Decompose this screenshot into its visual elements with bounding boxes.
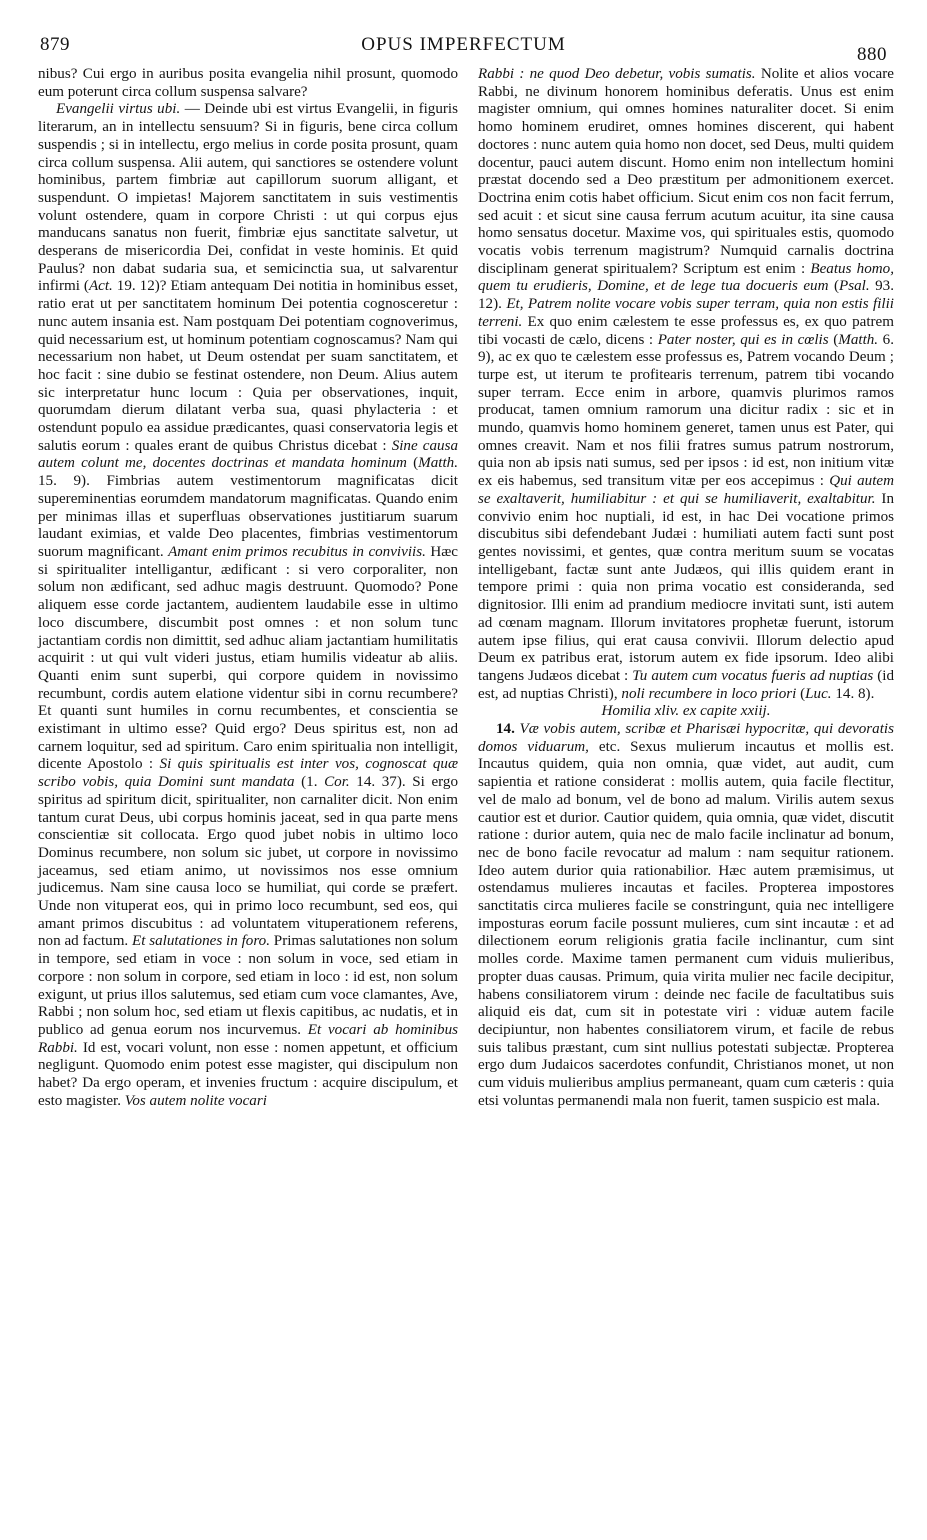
- right-page-number: 880: [857, 44, 887, 65]
- paragraph: 14. Væ vobis autem, scribæ et Pharisæi hypocritæ, qui devoratis domos viduarum, etc. Sexus mulierum incautus et mollis est. Incautus quidem, quia non omnia, quæ videt, aut audit, cum sapientia et ratione considerat : mollis autem, quia facile flectitur, vel de malo ad bonum, vel de bono ad malum. Virilis autem sexus cautior est et durior. Cautior quidem, quia omnia, quæ videt, discutit ratione : durior autem, quia nec de malo facile inclinatur ad bonum, nec de bono facile revocatur ad malum : nam sequitur rationem. Ideo autem durior quia rationabilior. Hæc autem præmisimus, ut ostendamus mulieres incautas et faciles. Propterea impostores sanctitatis circa mulieres facile se constringunt, quia nec intelligere imposturas eorum facile possunt mulieres, cum sint incautæ : et ad dilectionem eorum religionis gratia facile inclinantur, cum sint molles corde. Maxime tamen permanent cum viduis mulieribus, propter duas causas. Primum, quia virita mulier nec facile decipitur, habens consiliatorem virum : deinde nec facile de facultatibus suis aliquid eis dat, cum sit in potestate viri : viduæ autem facile decipiuntur, non habentes consiliatorem virum, et facile de rebus suis talibus præstant, cum sint nullius potestati subjectæ. Propterea ergo dum Judaicos sacerdotes confundit, Christianos monet, ut non cum viduis mulieribus amplius permaneant, quam cum cæteris : quia etsi voluntas permanendi mala non fuerit, tamen suspicio est mala.: [478, 721, 894, 1109]
- paragraph: Rabbi : ne quod Deo debetur, vobis sumatis. Nolite et alios vocare Rabbi, ne divinum honorem hominibus deferatis. Unus est enim magister omnium, qui omnes homines naturaliter docet. Si enim homo hominem erudiret, omnes homines discerent, qui habent doctores : nunc autem quia homo non docet, sed Deus, multi quidem docentur, pauci autem discunt. Homo enim non intellectum homini præstat docendo sed a Deo præstitum per admonitionem exercet. Doctrina enim cotis habet officium. Sicut enim cos non facit ferrum, sed acuit : et sicut sine causa ferrum acutum acuitur, ita sine causa homo sensatus docetur. Maxime vos, qui spirituales estis, quomodo vocatis vobis terrenum magistrum? Numquid carnalis doctrina disciplinam generat spiritualem? Scriptum est enim : Beatus homo, quem tu erudieris, Domine, et de lege tua docueris eum (Psal. 93. 12). Et, Patrem nolite vocare vobis super terram, quia non estis filii terreni. Ex quo enim cælestem te esse professus es, ex quo patrem tibi vocasti de cælo, dicens : Pater noster, qui es in cœlis (Matth. 6. 9), ac ex quo te cælestem esse professus es, Patrem vocando Deum ; turpe est, ut iterum te profitearis terrenum, patrem tibi vocando super terram. Ecce enim in arbore, quamvis plurimos ramos producat, tamen omnium ramorum una dicitur radix : sic et in mundo, quamvis homo hominem generet, tamen unus est Pater, qui omnes creavit. Nam et nos filii fratres sumus patrum nostrorum, quia non ab ipsis nati sumus, sed per ipsos : id est, non initium vitæ ex eis habemus, sed transitum vitæ per eos accepimus : Qui autem se exaltaverit, humiliabitur : et qui se humiliaverit, exaltabitur. In convivio enim hoc nuptiali, id est, in hac Dei vocatione primos discubitus sibi defendebant Judæi : humiliati autem facti sunt post gentes novissimi, et gentes, quæ contra meritum suum se vocatas intelligebant, factæ sunt ante Judæos, qui illis quidem erant in tempore primi : quia non prima vocatio est consideranda, sed dignitosior. Illi enim ad prandium mediocre invitati sunt, isti autem ad cœnam magnam. Illorum invitatores prophetæ fuerunt, istorum autem ipse filius, qui erat causa convivii. Illorum delectio apud Deum ex patribus erat, istorum autem ex fide ipsorum. Ideo alibi tangens Judæos dicebat : Tu autem cum vocatus fueris ad nuptias (id est, ad nuptias Christi), noli recumbere in loco priori (Luc. 14. 8).: [478, 66, 895, 702]
- left-text-column: [38, 66, 458, 1110]
- paragraph: nibus? Cui ergo in auribus posita evangelia nihil prosunt, quomodo eum poterunt circa collum suspensa salvare?: [38, 66, 458, 100]
- homily-heading: Homilia xliv. ex capite xxiij.: [601, 703, 771, 720]
- right-column-upper-text: [478, 66, 894, 703]
- right-column-lower-text: [478, 721, 894, 1110]
- left-page-number: 879: [40, 34, 70, 55]
- running-title: OPUS IMPERFECTUM: [361, 34, 566, 55]
- right-text-column: [478, 66, 894, 1110]
- paragraph: Evangelii virtus ubi. — Deinde ubi est virtus Evangelii, in figuris literarum, an in intellectu sensuum? Si in figuris, bene circa collum suspendis ; si in intellectu, ergo melius in corde posita prosunt, quam circa collum suspensa. Alii autem, qui sanctiores se ostendere volunt hominibus, partem fimbriæ aut capillorum suorum alligant, et suspendunt. O impietas! Majorem sanctitatem in suis vestimentis volunt ostendere, quam in corpore Christi : ut qui corpus ejus manducans sanatus non fuerit, fimbriæ ejus sanctitate salvetur, ut desperans de misericordia Dei, confidat in veste hominis. Et quid Paulus? non dabat sudaria sua, et semicinctia sua, ut salvarentur infirmi (Act. 19. 12)? Etiam antequam Dei notitia in hominibus esset, ratio erat ut per sanctitatem hominum Dei potentia cognosceretur : nunc autem insania est. Nam postquam Dei potentiam cognoverimus, quid necessarium est, ut hominum potentiam cognoscamus? Nam qui necessarium non habet, ut Deum ostendat per suam sanctitatem, et hoc facit : sine dubio se festinat ostendere, non Deum. Alius autem sic interpretatur hunc locum : Quia per observationes, inquit, quorumdam dierum dilatant verba sua, quasi phylacteria : et ostendunt populo ea assidue prædicantes, quasi conservatoria legis et salutis eorum : quales erant de quibus Christus dicebat : Sine causa autem colunt me, docentes doctrinas et mandata hominum (Matth. 15. 9). Fimbrias autem vestimentorum magnificatas dicit supereminentias eorumdem mandatorum magnificatas. Quando enim per minimas illas et superfluas observationes justitiarum suarum laudant eximias, et valde Deo placentes, fimbrias vestimentorum suorum magnificant. Amant enim primos recubitus in conviviis. Hæc si spiritualiter intelligantur, ædificant : si vero corporaliter, non solum non ædificant, sed adhuc magis destruunt. Quomodo? Pone aliquem esse corde jactantem, audientem laudabile esse in ultimo loco discumbere, discumbit post omnes : et non solum tunc jactantiam cordis non dimittit, sed adhuc aliam jactantiam humilitatis acquirit : ut qui vult videri justus, etiam humilis videatur ab aliis. Quanti enim sunt superbi, qui corpore quidem in novissimo recumbunt, cordis autem elatione videntur sibi in cornu recumbere? Et quanti sunt humiles in cornu recumbentes, et conscientia se existimant in ultimo esse? Quid ergo? Deus spiritus est, non ad carnem loquitur, sed ad spiritum. Caro enim spiritualia non intelligit, dicente Apostolo : Si quis spiritualis est inter vos, cognoscat quæ scribo vobis, quia Domini sunt mandata (1. Cor. 14. 37). Si ergo spiritus ad spiritum dicit, spiritualiter, non carnaliter dicit. Non enim tantum curat Deus, ubi corpus hominis jaceat, sed in qua parte mens conscientiæ sit collocata. Ergo quod jubet nobis in ultimo loco Dominus recumbere, non solum sic jubet, ut corpore in novissimo jaceamus, sed etiam animo, ut novissimos nos esse omnium judicemus. Nam sine causa loco se humiliat, qui corde se præfert. Unde non vituperat eos, qui in primo loco recumbunt, sed eos, qui amant primos discubitus : ad voluntatem vituperationem referens, non ad factum. Et salutationes in foro. Primas salutationes non solum in tempore, sed etiam in voce : non solum in voce, sed etiam in corpore : non solum in corpore, sed etiam in loco : id est, non solum exigunt, ut prius illos salutemus, sed etiam cum voce clamantes, Ave, Rabbi ; non solum hoc, sed etiam ut flexis capitibus, ac nudatis, et in publico ad genua eorum nos incurvemus. Et vocari ab hominibus Rabbi. Id est, vocari volunt, non esse : nomen appetunt, et officium negligunt. Quomodo enim potest esse magister, qui discipulum non habet? Da ergo operam, et invenies fructum : acquire discipulum, et esto magister. Vos autem nolite vocari: [38, 101, 459, 1109]
